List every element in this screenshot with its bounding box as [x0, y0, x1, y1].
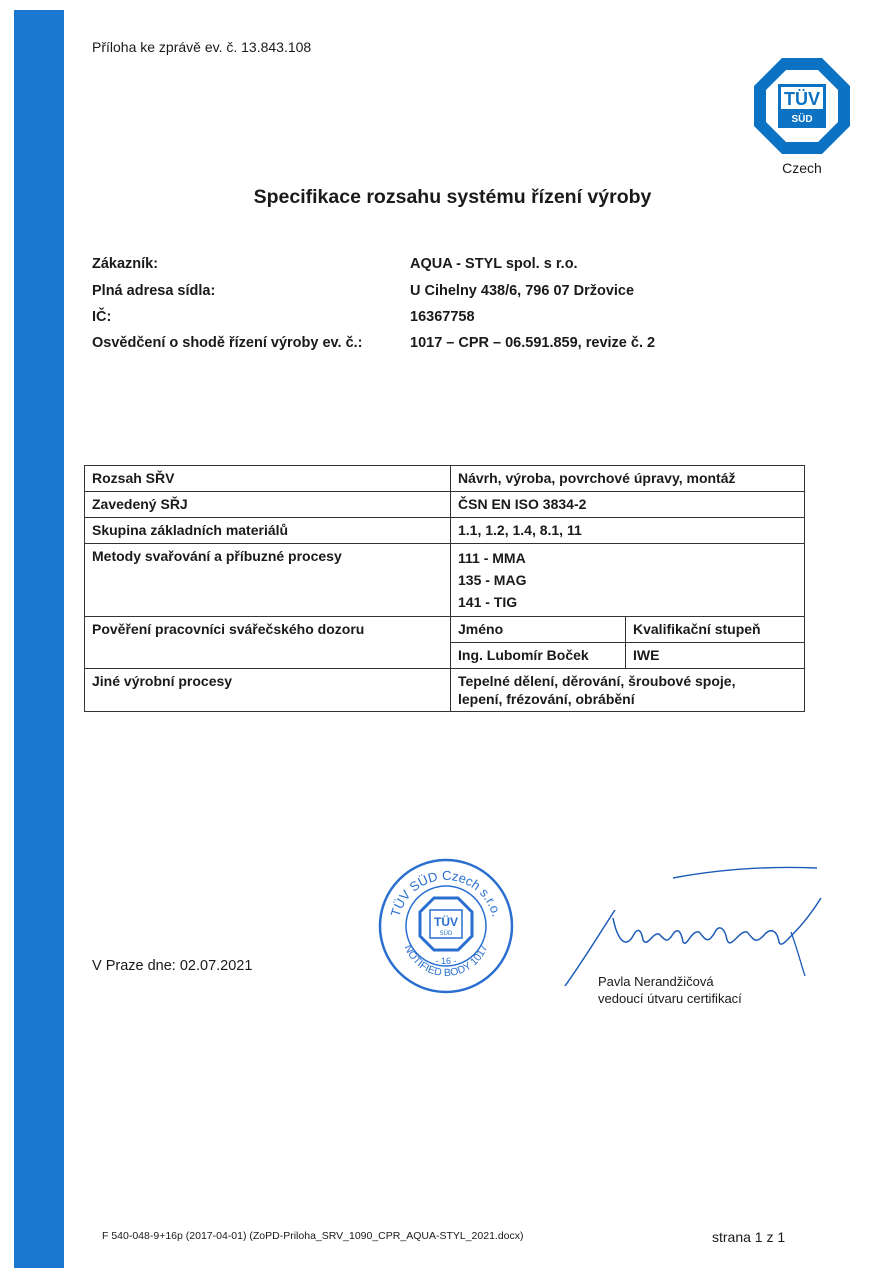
annex-reference: Příloha ke zprávě ev. č. 13.843.108: [92, 39, 312, 55]
certificate-label: Osvědčení o shodě řízení výroby ev. č.:: [92, 335, 363, 351]
other-processes: [451, 669, 805, 712]
row-label: Rozsah SŘV: [85, 466, 451, 492]
ic-label: IČ:: [92, 309, 112, 325]
table-row: [85, 544, 805, 617]
signer-name: Pavla Nerandžičová: [598, 974, 714, 989]
welding-method: 111 - MMA: [458, 550, 526, 566]
page-number: strana 1 z 1: [712, 1229, 786, 1245]
other-process-line: Tepelné dělení, děrování, šroubové spoje,: [458, 673, 736, 689]
row-label: Zavedený SŘJ: [85, 492, 451, 518]
table-row: [85, 518, 805, 544]
supervisor-name: Ing. Lubomír Boček: [451, 643, 626, 669]
row-value: Návrh, výroba, povrchové úpravy, montáž: [451, 466, 805, 492]
svg-text:TÜV: TÜV: [784, 89, 820, 109]
ic-value: 16367758: [410, 309, 475, 325]
form-code: F 540-048-9+16p (2017-04-01) (ZoPD-Priloha_SRV_1090_CPR_AQUA-STYL_2021.docx): [102, 1230, 524, 1242]
welding-method: 135 - MAG: [458, 572, 527, 588]
table-row: [85, 669, 805, 712]
row-label: Pověření pracovníci svářečského dozoru: [85, 617, 451, 669]
row-value: 1.1, 1.2, 1.4, 8.1, 11: [451, 518, 805, 544]
certificate-value: 1017 – CPR – 06.591.859, revize č. 2: [410, 335, 656, 351]
place-and-date: V Praze dne: 02.07.2021: [92, 958, 253, 974]
svg-text:- 16 -: - 16 -: [435, 956, 457, 966]
official-stamp-icon: [376, 856, 516, 996]
svg-text:TÜV: TÜV: [434, 915, 458, 929]
table-row: [85, 466, 805, 492]
svg-text:SÜD: SÜD: [791, 114, 813, 125]
scope-table: [84, 465, 805, 712]
svg-text:NOTIFIED BODY 1017: NOTIFIED BODY 1017: [401, 943, 491, 980]
address-label: Plná adresa sídla:: [92, 283, 216, 299]
welding-methods: [451, 544, 805, 617]
customer-label: Zákazník:: [92, 256, 159, 272]
signature-icon: [555, 858, 835, 988]
svg-text:SÜD: SÜD: [439, 931, 453, 937]
document-title: Specifikace rozsahu systému řízení výroby: [253, 186, 652, 208]
svg-text:TÜV SÜD Czech s.r.o.: TÜV SÜD Czech s.r.o.: [387, 867, 505, 919]
table-row: [85, 492, 805, 518]
signer-role: vedoucí útvaru certifikací: [598, 991, 742, 1006]
other-process-line: lepení, frézování, obrábění: [458, 691, 635, 707]
row-label: Skupina základních materiálů: [85, 518, 451, 544]
address-value: U Cihelny 438/6, 796 07 Držovice: [410, 283, 635, 299]
supervisor-level: IWE: [626, 643, 805, 669]
logo-country: Czech: [782, 160, 822, 176]
customer-value: AQUA - STYL spol. s r.o.: [410, 256, 578, 272]
row-label: Metody svařování a příbuzné procesy: [85, 544, 451, 617]
table-row: [85, 617, 805, 643]
welding-method: 141 - TIG: [458, 594, 518, 610]
row-label: Jiné výrobní procesy: [85, 669, 451, 712]
tuv-sud-logo-icon: [752, 56, 852, 156]
supervisor-name-header: Jméno: [451, 617, 626, 643]
supervisor-level-header: Kvalifikační stupeň: [626, 617, 805, 643]
row-value: ČSN EN ISO 3834-2: [451, 492, 805, 518]
